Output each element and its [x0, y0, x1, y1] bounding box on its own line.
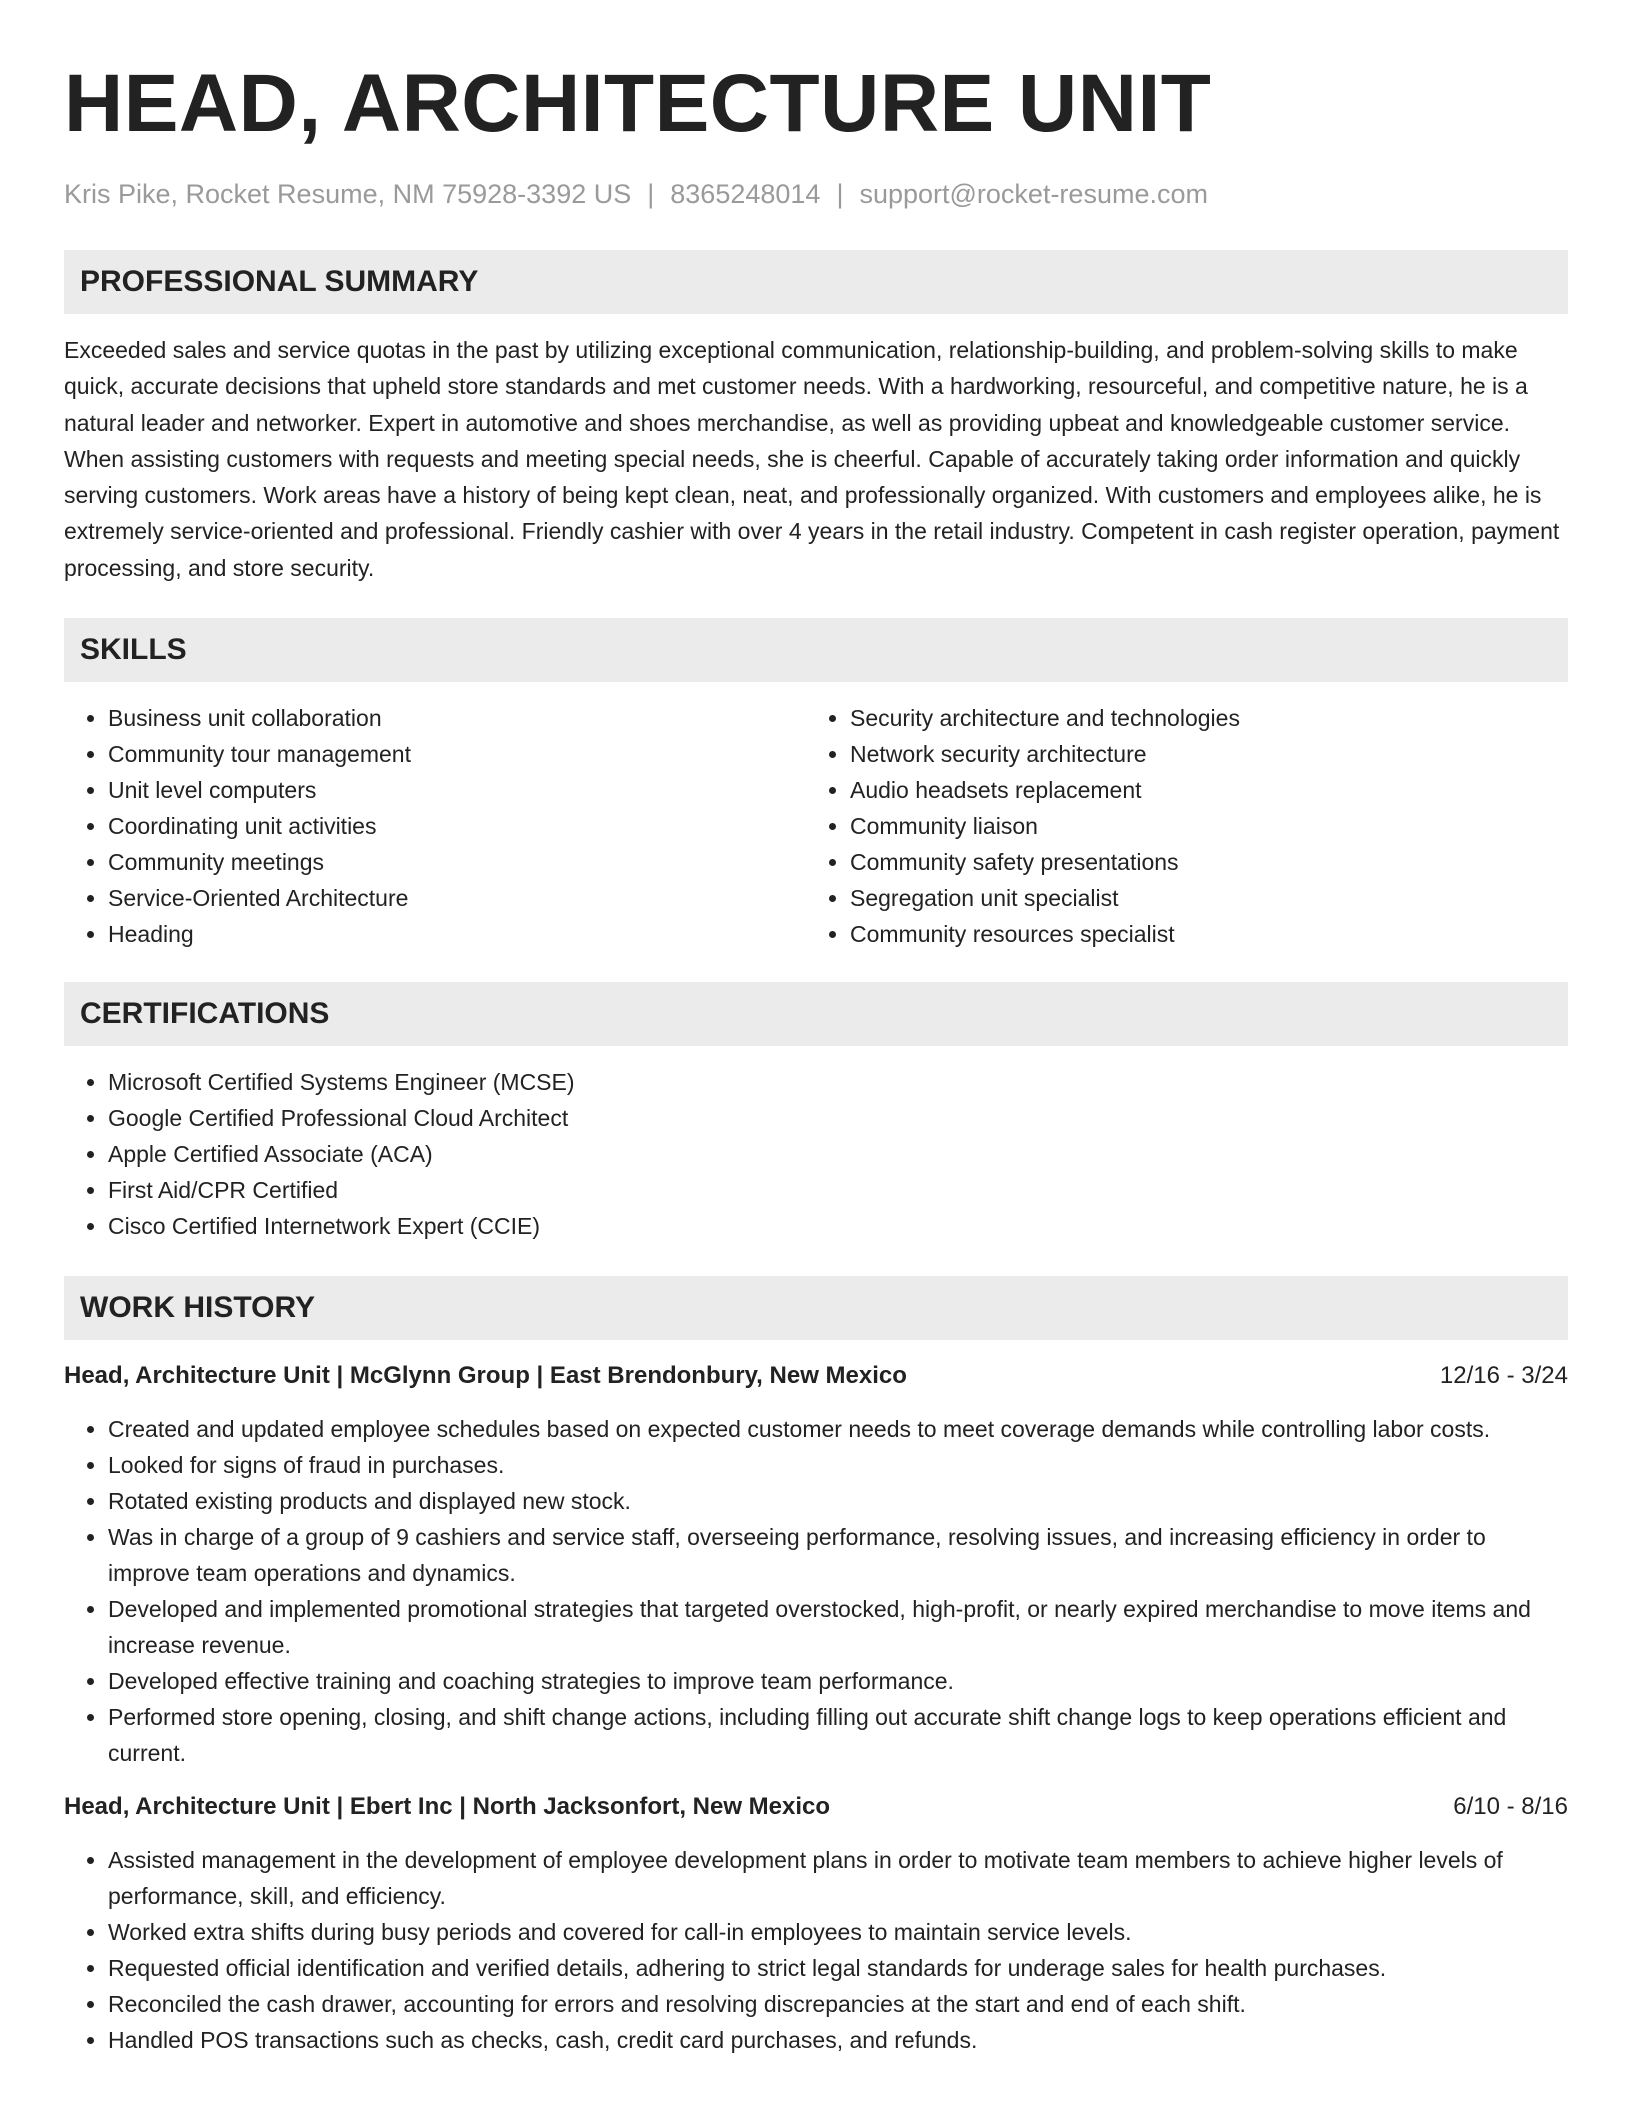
- certifications-section: [64, 982, 1568, 1244]
- work-history-heading: WORK HISTORY: [64, 1276, 1568, 1340]
- resume-name: HEAD, ARCHITECTURE UNIT: [64, 58, 1212, 149]
- certification-item: • Cisco Certified Internetwork Expert (CCIE): [108, 1208, 1568, 1244]
- skill-item: • Network security architecture: [850, 736, 1548, 772]
- job-bullet: • Reconciled the cash drawer, accounting for errors and resolving discrepancies at the start and end of each shift.: [108, 1986, 1568, 2022]
- job-entry: [64, 1358, 1568, 1771]
- skills-right-column: [806, 700, 1548, 952]
- skill-item: • Community resources specialist: [850, 916, 1548, 952]
- contact-line: [64, 176, 1568, 212]
- job-bullets: [64, 1411, 1568, 1771]
- skills-columns: [64, 700, 1568, 952]
- job-bullet: • Handled POS transactions such as checks, cash, credit card purchases, and refunds.: [108, 2022, 1568, 2058]
- skill-item: • Community liaison: [850, 808, 1548, 844]
- job-bullet: • Assisted management in the development of employee development plans in order to motivate team members to achieve higher levels of performance, skill, and efficiency.: [108, 1842, 1568, 1914]
- job-title: Head, Architecture Unit | McGlynn Group | East Brendonbury, New Mexico: [64, 1362, 907, 1390]
- job-bullet: • Worked extra shifts during busy periods and covered for call-in employees to maintain service levels.: [108, 1914, 1568, 1950]
- job-bullet: • Created and updated employee schedules based on expected customer needs to meet coverage demands while controlling labor costs.: [108, 1411, 1568, 1447]
- job-bullet: • Was in charge of a group of 9 cashiers and service staff, overseeing performance, resolving issues, and increasing efficiency in order to improve team operations and dynamics.: [108, 1519, 1568, 1591]
- job-dates: 6/10 - 8/16: [1453, 1793, 1568, 1821]
- skill-item: • Heading: [108, 916, 806, 952]
- skills-heading: SKILLS: [64, 618, 1568, 682]
- certifications-heading: CERTIFICATIONS: [64, 982, 1568, 1046]
- skill-item: • Community tour management: [108, 736, 806, 772]
- job-bullet: • Developed and implemented promotional strategies that targeted overstocked, high-profit, or nearly expired merchandise to move items and increase revenue.: [108, 1591, 1568, 1663]
- skills-section: [64, 618, 1568, 952]
- job-bullet: • Developed effective training and coaching strategies to improve team performance.: [108, 1663, 1568, 1699]
- contact-email: support@rocket-resume.com: [859, 179, 1208, 209]
- certifications-list: [64, 1064, 1568, 1244]
- skill-item: • Community meetings: [108, 844, 806, 880]
- summary-heading: PROFESSIONAL SUMMARY: [64, 250, 1568, 314]
- certification-item: • Google Certified Professional Cloud Architect: [108, 1100, 1568, 1136]
- certification-item: • First Aid/CPR Certified: [108, 1172, 1568, 1208]
- skills-left-column: [64, 700, 806, 952]
- skill-item: • Security architecture and technologies: [850, 700, 1548, 736]
- job-bullet: • Looked for signs of fraud in purchases.: [108, 1447, 1568, 1483]
- skill-item: • Community safety presentations: [850, 844, 1548, 880]
- certification-item: • Microsoft Certified Systems Engineer (MCSE): [108, 1064, 1568, 1100]
- job-bullet: • Performed store opening, closing, and shift change actions, including filling out accurate shift change logs to keep operations efficient and current.: [108, 1699, 1568, 1771]
- skill-item: • Audio headsets replacement: [850, 772, 1548, 808]
- work-history-section: [64, 1276, 1568, 2058]
- job-entry: [64, 1789, 1568, 2058]
- job-bullet: • Rotated existing products and displayed new stock.: [108, 1483, 1568, 1519]
- job-header: [64, 1789, 1568, 1825]
- job-dates: 12/16 - 3/24: [1439, 1362, 1568, 1390]
- contact-phone: 8365248014: [670, 179, 821, 209]
- skill-item: • Coordinating unit activities: [108, 808, 806, 844]
- skill-item: • Segregation unit specialist: [850, 880, 1548, 916]
- skill-item: • Service-Oriented Architecture: [108, 880, 806, 916]
- job-header: [64, 1358, 1568, 1394]
- skill-item: • Business unit collaboration: [108, 700, 806, 736]
- contact-separator: |: [836, 179, 844, 209]
- job-bullets: [64, 1842, 1568, 2058]
- contact-address: Kris Pike, Rocket Resume, NM 75928-3392 US: [64, 179, 632, 209]
- contact-separator: |: [647, 179, 655, 209]
- summary-text: Exceeded sales and service quotas in the past by utilizing exceptional communication, relationship-building, and problem-solving skills to make quick, accurate decisions that upheld store standards and met customer needs. With a hardworking, resourceful, and competitive nature, he is a natural leader and networker. Expert in automotive and shoes merchandise, as well as providing upbeat and knowledgeable customer service. When assisting customers with requests and meeting special needs, she is cheerful. Capable of accurately taking order information and quickly serving customers. Work areas have a history of being kept clean, neat, and professionally organized. With customers and employees alike, he is extremely service-oriented and professional. Friendly cashier with over 4 years in the retail industry. Competent in cash register operation, payment processing, and store security.: [64, 337, 1560, 581]
- job-title: Head, Architecture Unit | Ebert Inc | North Jacksonfort, New Mexico: [64, 1793, 831, 1821]
- skill-item: • Unit level computers: [108, 772, 806, 808]
- summary-section: [64, 250, 1568, 586]
- certification-item: • Apple Certified Associate (ACA): [108, 1136, 1568, 1172]
- job-bullet: • Requested official identification and verified details, adhering to strict legal standards for underage sales for health purchases.: [108, 1950, 1568, 1986]
